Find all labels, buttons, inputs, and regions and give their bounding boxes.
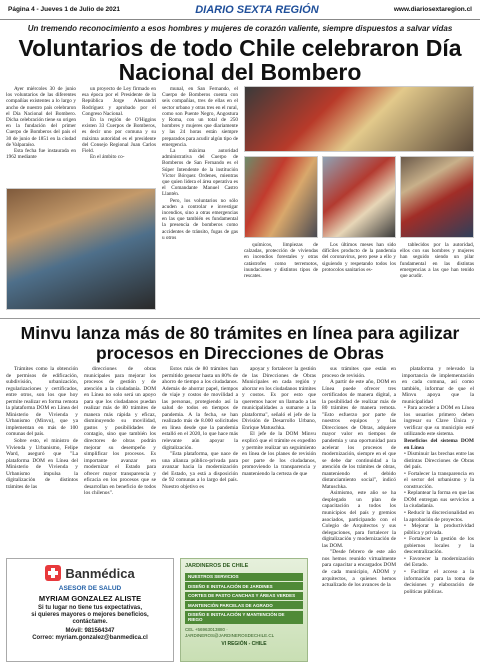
ad-role: ASESOR DE SALUD: [58, 585, 122, 592]
article2-headline: Minvu lanza más de 80 trámites en línea para agilizar procesos en Direcciones de Obras: [20, 323, 460, 363]
ad-contact-name: MYRIAM GONZALEZ ALISTE: [38, 594, 142, 603]
paragraph: A partir de este año, DOM en Línea puede ofrecer tres certificados de manera digital, a la posibilidad de realizar más de 80 trámites de manera remota. "Esto esfuerzo por parte de nuestros equipos y las Direcciones de Obras, adquiere mayor valor en tiempos de pandemia y una oportunidad para acelerar los procesos de modernización, siempre en el que se debe dar continuidad a la atención de los trámites de obras, manteniendo el debido distanciamiento social", indicó Matuschka.: [322, 379, 396, 490]
banmedica-brand: Banmédica: [65, 565, 135, 581]
service-item: CORTES DE PASTO CANCHAS Y ÁREAS VERDES: [185, 592, 303, 600]
service-item: NUESTROS SERVICIOS: [185, 573, 303, 581]
page-header: [0, 0, 480, 20]
service-item: DISEÑO E INSTALACIÓN DE JARDINES: [185, 582, 303, 590]
firefighters-photo-mid1: [244, 156, 318, 238]
paragraph: Pero, los voluntarios no sólo acuden a controlar e investigar incendios, sino a otras emergencias en las que también es fundamental la presencia de bomberos como accidentes de tránsito, fugas de gas u otros: [162, 197, 238, 241]
article1-body: [6, 86, 474, 312]
ad-email[interactable]: Correo: myriam.gonzalez@banmedica.cl: [32, 635, 148, 641]
jardineros-contact[interactable]: CEL +56963013880 · JARDINEROS@JARDINEROSDECHILE.CL: [185, 627, 275, 638]
article1-col6: [400, 242, 474, 312]
firefighters-photo-mid2: [322, 156, 396, 238]
article2-col2: [84, 366, 156, 552]
bullet-item: • Facilitar el acceso a la información para la toma de decisiones y elaboración de políticas públicas.: [404, 568, 474, 595]
firefighters-photo-top: [244, 86, 474, 152]
bullet-item: • Fortalecer la transparencia en el sector del urbanismo y la construcción.: [404, 470, 474, 490]
page-date: Página 4 - Jueves 1 de Julio de 2021: [8, 6, 120, 13]
article2-col5: [322, 366, 396, 662]
article2-col3: [162, 366, 238, 552]
paragraph: En el ámbito co-: [90, 154, 125, 161]
bullet-item: • Replantear la forma en que las DOM entregan sus servicios a la ciudadanía.: [404, 490, 474, 510]
article2-col4: [242, 366, 316, 552]
paragraph: sus trámites que están en proceso de revisión.: [322, 366, 396, 379]
article1-col5: [322, 242, 396, 312]
banmedica-ad[interactable]: [6, 558, 174, 662]
paragraph: Los últimos meses han sido difíciles producto de la pandemia del coronavirus, pero pese a ello y siguiendo y respetando todos los protocolos sanitarios es-: [322, 242, 396, 273]
bullet-item: • Favorecer la modernización del Estado.: [404, 555, 474, 569]
firefighters-photo-mid3: [400, 156, 474, 238]
paragraph: un proyecto de Ley firmado en esa época por el Presidente de la República Jorge Alessandri Rodríguez y aprobado por el Congreso Nacional.: [82, 86, 156, 117]
service-item: DISEÑO E INSTALACIÓN Y MANTENCIÓN DE RIEGO: [185, 611, 303, 624]
paragraph: "Desde febrero de este año nos hemos reunido virtualmente para capacitar a encargados DOM de cada municipio, ADOM y arquitectos, a quienes hemos actualizado de los avances de la: [322, 549, 396, 589]
bullet-item: • Reducir la discrecionalidad en la aprobación de proyectos.: [404, 510, 474, 523]
paragraph: Esta fecha fue instaurada en 1962 mediante: [6, 148, 76, 161]
paragraph: Sobre esto, el ministro de Vivienda y Urbanismo, Felipe Ward, aseguró que "La plataforma DOM en Línea del Ministerio de Vivienda y Urbanismo impulsa la digitalización de distintos trámites de las: [6, 438, 78, 490]
bullet-item: • Mejorar la productividad pública y privada.: [404, 523, 474, 536]
article1-col3: [162, 86, 238, 312]
article1-col4: [244, 242, 318, 312]
ad-phone[interactable]: Móvil: 981564347: [65, 628, 115, 634]
paragraph: apoyar y fortalecer la gestión de las Direcciones de Obras Municipales en cada región y ahorrar en los ciudadanos trámites y costos. Es por esto que queremos hacer un llamado a las municipalidades a sumarse a la plataforma", señaló el jefe de la División de Desarrollo Urbano, Enrique Matuschka.: [242, 366, 316, 431]
article1-col2: [82, 86, 156, 184]
paragraph: Trámites como la obtención de permisos de edificación, subdivisión, urbanización, regularizaciones y certificados, entre otros, son los que hoy permite realizar en forma remota la plataforma DOM en Línea del Ministerio de Vivienda y Urbanismo (Minvu), que ya implementan en más de 100 comunas del país.: [6, 366, 78, 438]
ad-line-1: Si tu lugar no tiene tus expectativas,: [37, 605, 143, 611]
paragraph: munal, en San Fernando, el Cuerpo de Bomberos cuenta con seis compañías, tres de ellas en el sector urbano y otras tres en el rural, como son Puente Negro, Angostura y Roma, con un total de 250 hombres y mujeres que diariamente y las 24 horas están siempre preparados para acudir algún tipo de emergencia.: [162, 86, 238, 148]
banmedica-logo: [7, 565, 173, 581]
article1-headline: Voluntarios de todo Chile celebraron Día Nacional del Bombero: [18, 35, 462, 85]
paragraph: plataforma y relevado la importancia de implementación en cada comuna, así como también, informar de que el Minvu apoya que la municipalidad: [402, 366, 474, 405]
ad-line-3: contáctame.: [72, 619, 108, 625]
firefighters-photo-left: [6, 188, 156, 310]
jardineros-ad[interactable]: [180, 558, 308, 662]
website-link[interactable]: www.diariosextaregion.cl: [393, 6, 472, 13]
paragraph: "Esta plataforma, que nace de una alianza público-privada para avanzar hacia la modernización del Estado, ya está a disposición de 92 comunas a lo largo del país. Nuestro objetivo es: [162, 451, 238, 490]
article1-col1: [6, 86, 76, 184]
paragraph: En la región de O'Higgins existen 33 Cuerpos de Bomberos, es decir uno por comuna y su máxima autoridad es el presidente del Consejo Regional Juan Carlos Field.: [82, 117, 156, 155]
paragraph: Ayer miércoles 30 de junio los voluntarios de las diferentes compañías existentes a lo largo y ancho de nuestro país celebraron el Día Nacional del Bombero. Dicha celebración tiene su origen en la fundación del primer Cuerpo de Bomberos del país el 30 de junio de 1851 en la ciudad de Valparaíso.: [6, 86, 76, 148]
jardineros-title: JARDINEROS DE CHILE: [185, 563, 249, 569]
bullet-item: • Para acceder a DOM en Línea los usuarios primero deben ingresar su Clave Única y verificar que su municipio esté utilizando este sistema.: [404, 405, 474, 438]
paragraph: La máxima autoridad administrativa del Cuerpo de Bomberos de San Fernando es el Súper Intendente de la institución Víctor Bórquez Ordenes, mientras que quien lidera el área operativa es el Comandante Manuel Castro Llantén.: [162, 148, 238, 198]
bullet-item: • Disminuir las brechas entre las distintas Direcciones de Obras del país.: [404, 451, 474, 471]
article1-kicker: Un tremendo reconocimiento a esos hombres y mujeres de corazón valiente, siempre dispuestos a salvar vidas: [27, 24, 453, 33]
jardineros-place: VI REGIÓN - CHILE: [221, 641, 267, 647]
ad-line-2: si quieres mayores o mejores beneficios,: [31, 612, 149, 618]
article2-col1: [6, 366, 78, 552]
masthead: DIARIO SEXTA REGIÓN: [195, 3, 319, 16]
paragraph: Asimismo, este año se ha desplegado un plan de capacitación a todos los municipios del país y gremios asociados, participando con el Colegio de Arquitectos y sus delegaciones, para fortalecer la digitalización y modernización de las DOM.: [322, 490, 396, 549]
paragraph: químicos, limpiezas de calzadas, protección de viviendas en incendios forestales y otras catástrofes como terremotos, inundaciones y distintos tipos de rescates.: [244, 242, 318, 280]
medical-cross-icon: [45, 565, 61, 581]
paragraph: tablecidos por la autoridad, ellos con sus hombres y mujeres han seguido siendo un pilar fundamental en las distintas emergencias a las que han tenido que acudir.: [400, 242, 474, 280]
section-divider: [0, 318, 480, 319]
article2-col6: [402, 366, 474, 662]
paragraph: direcciones de obras municipales para mejorar los procesos de gestión y de atención a la ciudadanía. DOM en Línea no solo será un apoyo para que los ciudadanos puedan realizar más de 80 trámites de manera más rápida y eficaz, disminuyendo su movilidad, gastos y posibilidades de contagio, sino que también los directores de obras podrán mejorar su desempeño y simplificar los procesos. Es importante avanzar en modernizar el Estado para ofrecer mayor transparencia y eficacia en los procesos que se desarrollan en beneficio de todos los chilenos".: [84, 366, 156, 497]
service-item: MANTENCIÓN PARCELAS DE AGRADO: [185, 601, 303, 609]
bullet-item: • Fortalecer la gestión de los gobiernos locales y la descentralización.: [404, 536, 474, 556]
paragraph: Estos más de 80 trámites han permitido generar hasta un 80% de ahorro de tiempo a los ciudadanos. Además de ahorrar papel, tiempos de viaje y costos de movilidad a las personas, protegiendo así la salud de todos en tiempos de pandemia. A la fecha, se han realizado más de 8.000 solicitudes en línea desde que la pandemia estalló en el 2020, lo que hace más relevante aún apoyar la digitalización.: [162, 366, 238, 451]
subheading: Beneficios del sistema DOM en Línea: [404, 438, 474, 451]
paragraph: El jefe de la DOM Minvu explicó que el trámite es expedito y permite realizar un seguimiento en línea de los planes de revisión por parte de los ciudadanos, promoviendo la transparencia y manteniendo la certeza de que: [242, 431, 316, 477]
